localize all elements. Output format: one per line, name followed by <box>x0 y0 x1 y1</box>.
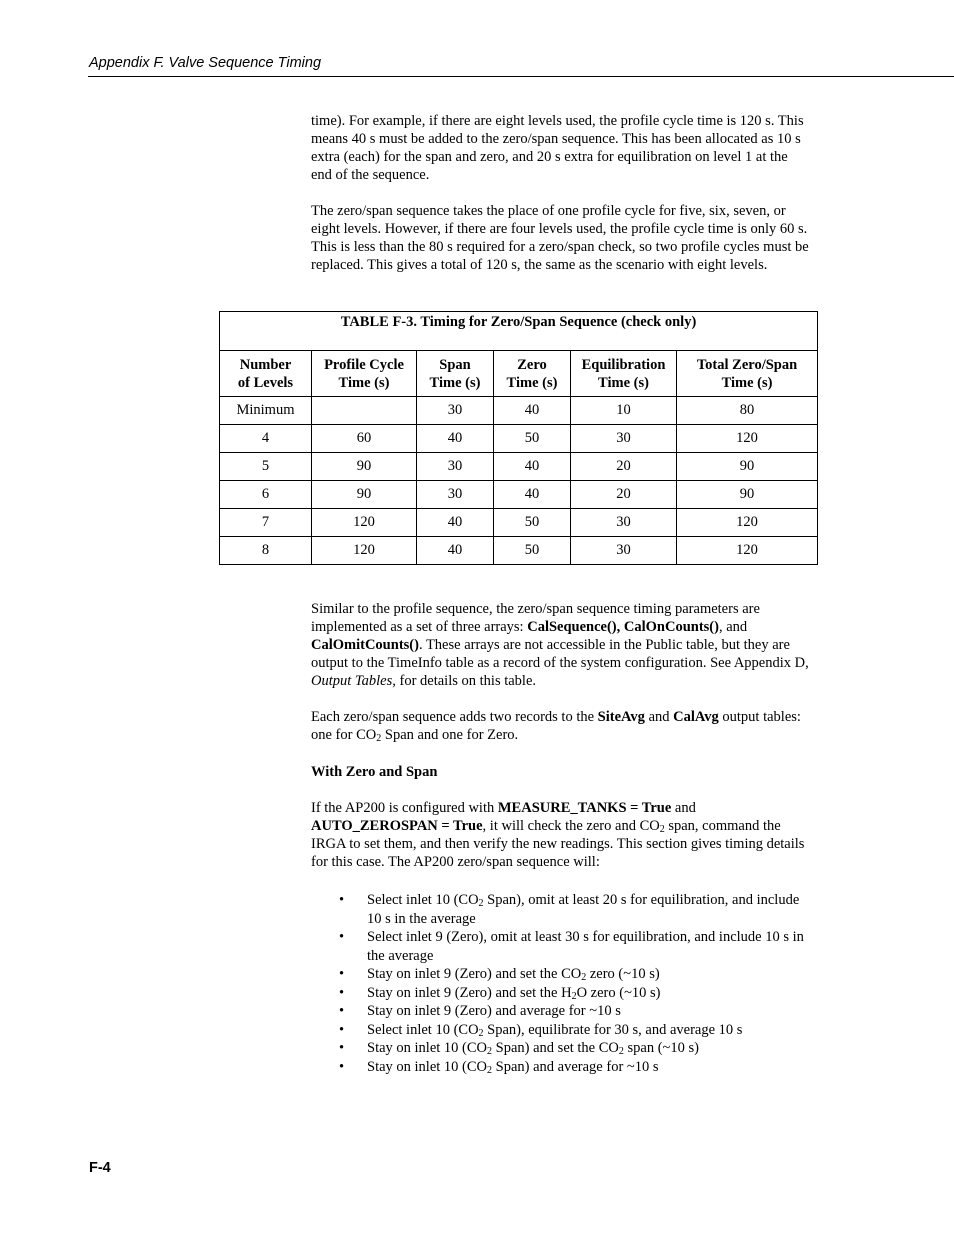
table-cell: 40 <box>417 509 494 537</box>
table-cell: 4 <box>220 425 312 453</box>
table-cell: Minimum <box>220 397 312 425</box>
table-cell: 40 <box>417 425 494 453</box>
table-cell: 90 <box>312 453 417 481</box>
table-cell <box>312 397 417 425</box>
table-row <box>220 425 818 453</box>
table-cell: 120 <box>677 509 818 537</box>
table-row <box>220 397 818 425</box>
table-row <box>220 453 818 481</box>
table-name: SiteAvg <box>597 709 645 725</box>
table-cell: 90 <box>677 481 818 509</box>
paragraph-text: Similar to the profile sequence, the zero/span sequence timing parameters are implemented as a set of three arrays: CalSequence(), CalOnCounts(), and CalOmitCounts(). These arrays are not accessible in the Public table, but they are output to the TimeInfo table as a record of the system configuration. See Appendix D, Output Tables, for details on this table. <box>311 601 809 689</box>
paragraph-text: Each zero/span sequence adds two records to the SiteAvg and CalAvg output tables: one for $CO_2$ Span and one for Zero. <box>311 709 801 744</box>
list-item: • Stay on inlet 9 (Zero) and average for ~10 s <box>311 1002 811 1021</box>
column-header: Number of Levels <box>220 351 312 397</box>
table-cell: 50 <box>494 509 571 537</box>
table-cell: 50 <box>494 537 571 565</box>
table-cell: 50 <box>494 425 571 453</box>
body-paragraph-3 <box>311 600 811 690</box>
table-cell: 40 <box>494 453 571 481</box>
table-cell: 30 <box>417 453 494 481</box>
setting-name: MEASURE_TANKS = True <box>497 800 672 816</box>
header-rule <box>88 76 954 77</box>
table-cell: 10 <box>571 397 677 425</box>
column-header: Equilibration Time (s) <box>571 351 677 397</box>
column-header: Total Zero/Span Time (s) <box>677 351 818 397</box>
table-cell: 40 <box>417 537 494 565</box>
table-cell: 30 <box>417 481 494 509</box>
table-cell: 30 <box>571 537 677 565</box>
table-cell: 120 <box>677 425 818 453</box>
list-item: • Select inlet 10 ($CO_2$ Span), equilibrate for 30 s, and average 10 s <box>311 1021 811 1040</box>
paragraph-text: time). For example, if there are eight levels used, the profile cycle time is 120 s. This means 40 s must be added to the zero/span sequence. This has been allocated as 10 s extra (each) for the span and zero, and 20 s extra for equilibration on level 1 at the end of the sequence. <box>311 113 804 183</box>
table-caption: TABLE F-3. Timing for Zero/Span Sequence (check only) <box>220 312 818 351</box>
table-cell: 60 <box>312 425 417 453</box>
paragraph-text: If the AP200 is configured with MEASURE_TANKS = True and AUTO_ZEROSPAN = True, it will check the zero and $CO_2$ span, command the IRGA to set them, and then verify the new readings. This section gives timing details for this case. The AP200 zero/span sequence will: <box>311 800 805 870</box>
body-paragraph-4 <box>311 708 811 744</box>
table-cell: 90 <box>312 481 417 509</box>
paragraph-text: The zero/span sequence takes the place of one profile cycle for five, six, seven, or eight levels. However, if there are four levels used, the profile cycle time is only 60 s. This is less than the 80 s required for a zero/span check, so two profile cycles must be replaced. This gives a total of 120 s, the same as the scenario with eight levels. <box>311 203 809 273</box>
column-header: Span Time (s) <box>417 351 494 397</box>
body-paragraph-5 <box>311 799 811 871</box>
list-item: • Stay on inlet 10 ($CO_2$ Span) and average for ~10 s <box>311 1058 811 1077</box>
table-cell: 6 <box>220 481 312 509</box>
table-cell: 80 <box>677 397 818 425</box>
table-cell: 30 <box>571 509 677 537</box>
section-heading: With Zero and Span <box>311 764 438 780</box>
table-cell: 90 <box>677 453 818 481</box>
list-item: • Select inlet 10 ($CO_2$ Span), omit at least 20 s for equilibration, and include 10 s in the average <box>311 891 811 928</box>
sequence-bullet-list <box>311 891 811 1076</box>
table-cell: 120 <box>312 537 417 565</box>
table-cell: 20 <box>571 453 677 481</box>
table-header-row <box>220 351 818 397</box>
page-header-title: Appendix F. Valve Sequence Timing <box>89 55 322 71</box>
array-name: CalOmitCounts() <box>311 637 419 653</box>
list-item: • Stay on inlet 10 ($CO_2$ Span) and set the $CO_2$ span (~10 s) <box>311 1039 811 1058</box>
table-row <box>220 537 818 565</box>
table-name: CalAvg <box>673 709 719 725</box>
setting-name: AUTO_ZEROSPAN = True <box>311 818 483 834</box>
array-names: CalSequence(), CalOnCounts() <box>527 619 719 635</box>
page-number: F-4 <box>89 1160 111 1176</box>
table-cell: 7 <box>220 509 312 537</box>
list-item: • Stay on inlet 9 (Zero) and set the $H_2O$ zero (~10 s) <box>311 984 811 1003</box>
list-item: • Select inlet 9 (Zero), omit at least 30 s for equilibration, and include 10 s in the average <box>311 928 811 965</box>
table-cell: 120 <box>677 537 818 565</box>
table-row <box>220 481 818 509</box>
table-cell: 30 <box>571 425 677 453</box>
table-cell: 40 <box>494 481 571 509</box>
timing-table <box>219 311 818 565</box>
table-cell: 8 <box>220 537 312 565</box>
doc-reference: Output Tables <box>311 673 393 689</box>
table-cell: 5 <box>220 453 312 481</box>
column-header: Profile Cycle Time (s) <box>312 351 417 397</box>
body-paragraph-1 <box>311 112 811 184</box>
column-header: Zero Time (s) <box>494 351 571 397</box>
table-cell: 120 <box>312 509 417 537</box>
table-cell: 20 <box>571 481 677 509</box>
body-paragraph-2 <box>311 202 811 274</box>
table-row <box>220 509 818 537</box>
list-item: • Stay on inlet 9 (Zero) and set the $CO_2$ zero (~10 s) <box>311 965 811 984</box>
table-cell: 30 <box>417 397 494 425</box>
table-cell: 40 <box>494 397 571 425</box>
